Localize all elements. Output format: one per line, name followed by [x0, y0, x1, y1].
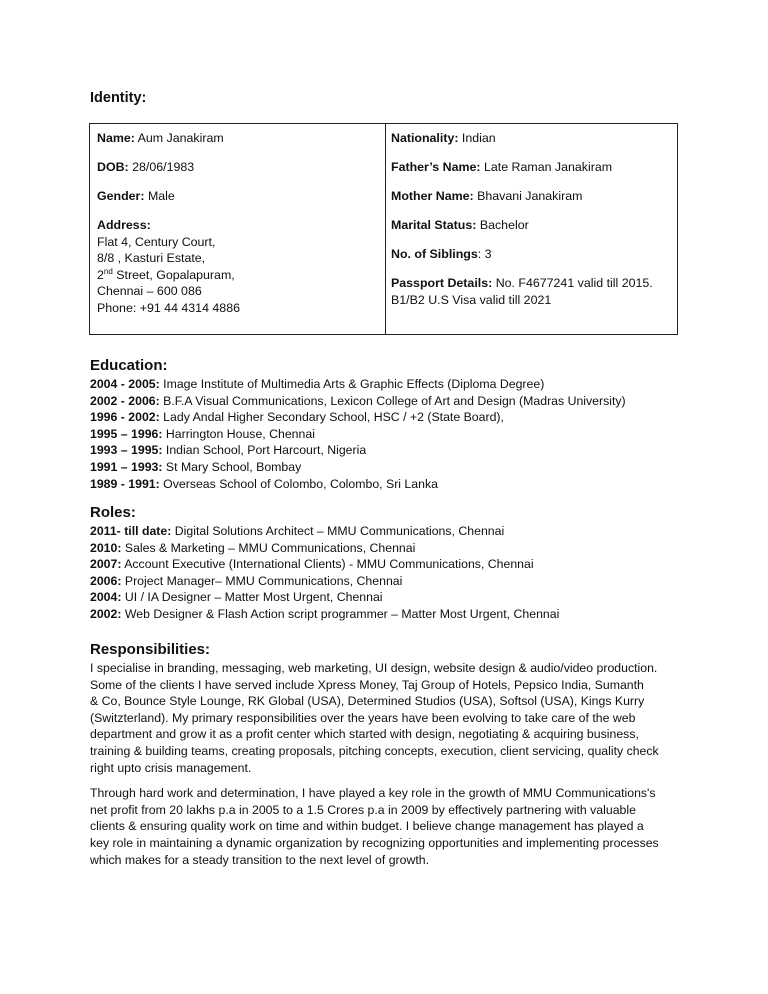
- list-item: [90, 540, 680, 557]
- responsibilities-heading: Responsibilities:: [90, 641, 211, 658]
- name-label: Name:: [97, 131, 135, 145]
- father-name-field: [391, 159, 671, 176]
- mother-name-field: [391, 188, 671, 205]
- siblings-value: : 3: [477, 247, 492, 261]
- role-detail: Sales & Marketing – MMU Communications, Chennai: [124, 540, 416, 555]
- passport-label: Passport Details:: [391, 276, 493, 290]
- roles-heading: Roles:: [90, 504, 136, 521]
- education-years: 2004 - 2005:: [90, 377, 160, 391]
- role-detail: Digital Solutions Architect – MMU Communications, Chennai: [174, 524, 505, 538]
- list-item: [90, 426, 680, 443]
- role-detail: Project Manager– MMU Communications, Chennai: [124, 573, 403, 588]
- identity-heading: Identity:: [90, 90, 147, 106]
- address-line-4: Chennai – 600 086: [97, 284, 202, 298]
- list-item: [90, 523, 680, 540]
- education-years: 1993 – 1995:: [90, 443, 163, 458]
- list-item: [90, 573, 680, 590]
- marital-status-value: Bachelor: [479, 218, 529, 232]
- identity-left-column: [97, 130, 377, 329]
- paragraph-line: right upto crisis management.: [90, 760, 252, 775]
- role-detail: Account Executive (International Clients) - MMU Communications, Chennai: [124, 557, 534, 572]
- dob-label: DOB:: [97, 160, 129, 174]
- education-years: 1995 – 1996:: [90, 426, 163, 441]
- passport-field: [391, 275, 671, 308]
- role-detail: Web Designer & Flash Action script programmer – Matter Most Urgent, Chennai: [124, 606, 560, 621]
- name-value: Aum Janakiram: [137, 131, 224, 145]
- nationality-field: [391, 130, 671, 147]
- identity-divider: [385, 124, 386, 334]
- gender-value: Male: [147, 189, 175, 203]
- gender-field: [97, 188, 377, 205]
- list-item: [90, 556, 680, 573]
- paragraph-line: net profit from 20 lakhs p.a in 2005 to a 1.5 Crores p.a in 2009 by effectively partnering with valuable: [90, 802, 636, 817]
- nationality-label: Nationality:: [391, 131, 459, 145]
- nationality-value: Indian: [461, 131, 496, 145]
- mother-name-label: Mother Name:: [391, 189, 474, 203]
- list-item: [90, 606, 680, 623]
- address-street-rest: Street, Gopalapuram,: [112, 267, 235, 282]
- role-years: 2007:: [90, 557, 122, 572]
- education-years: 1991 – 1993:: [90, 459, 163, 474]
- dob-value: 28/06/1983: [132, 160, 195, 174]
- list-item: [90, 409, 680, 426]
- address-label: Address:: [97, 218, 151, 232]
- mother-name-value: Bhavani Janakiram: [477, 189, 583, 203]
- paragraph-line: I specialise in branding, messaging, web marketing, UI design, website design & audio/video production.: [90, 661, 658, 675]
- roles-section: [90, 504, 680, 623]
- phone-value: Phone: +91 44 4314 4886: [97, 300, 240, 315]
- role-years: 2006:: [90, 573, 122, 588]
- identity-right-column: [391, 130, 671, 321]
- paragraph-line: department and grow it as a profit center which started with design, negotiating & acquiring business,: [90, 727, 639, 742]
- responsibilities-paragraph-1: [90, 660, 680, 776]
- list-item: [90, 393, 680, 410]
- father-name-value: Late Raman Janakiram: [483, 160, 613, 174]
- marital-status-field: [391, 217, 671, 234]
- list-item: [90, 476, 680, 493]
- paragraph-line: clients & ensuring quality work on time and within budget. I believe change management has played a: [90, 819, 644, 834]
- passport-value: No. F4677241 valid till 2015.: [495, 276, 653, 290]
- education-section: [90, 357, 680, 492]
- paragraph-line: Through hard work and determination, I have played a key role in the growth of MMU Communications's: [90, 786, 656, 801]
- gender-label: Gender:: [97, 189, 145, 203]
- education-years: 2002 - 2006:: [90, 393, 160, 408]
- marital-status-label: Marital Status:: [391, 218, 477, 232]
- roles-list: [90, 523, 680, 623]
- role-years: 2002:: [90, 606, 122, 621]
- education-detail: Indian School, Port Harcourt, Nigeria: [165, 443, 367, 458]
- education-detail: St Mary School, Bombay: [165, 459, 302, 474]
- address-street-number: 2: [97, 267, 104, 282]
- role-years: 2011- till date:: [90, 524, 172, 538]
- siblings-label: No. of Siblings: [391, 247, 478, 261]
- role-years: 2010:: [90, 540, 122, 555]
- father-name-label: Father’s Name:: [391, 160, 481, 174]
- list-item: [90, 442, 680, 459]
- address-line-2: 8/8 , Kasturi Estate,: [97, 251, 206, 265]
- address-field: [97, 217, 377, 316]
- name-field: [97, 130, 377, 147]
- role-years: 2004:: [90, 590, 122, 605]
- list-item: [90, 589, 680, 606]
- role-detail: UI / IA Designer – Matter Most Urgent, Chennai: [124, 590, 383, 605]
- dob-field: [97, 159, 377, 176]
- education-heading: Education:: [90, 357, 168, 374]
- paragraph-line: training & building teams, creating proposals, pitching concepts, execution, client servicing, quality check: [90, 743, 659, 758]
- education-detail: B.F.A Visual Communications, Lexicon College of Art and Design (Madras University): [163, 393, 626, 408]
- education-years: 1996 - 2002:: [90, 410, 160, 425]
- responsibilities-section: [90, 641, 680, 868]
- education-list: [90, 376, 680, 492]
- education-detail: Lady Andal Higher Secondary School, HSC / +2 (State Board),: [163, 410, 504, 425]
- paragraph-line: (Switzterland). My primary responsibilities over the years have been evolving to take care of the web: [90, 710, 636, 725]
- address-line-1: Flat 4, Century Court,: [97, 234, 216, 249]
- visa-value: B1/B2 U.S Visa valid till 2021: [391, 292, 552, 307]
- education-years: 1989 - 1991:: [90, 476, 160, 491]
- identity-table: [89, 123, 678, 335]
- list-item: [90, 376, 680, 393]
- list-item: [90, 459, 680, 476]
- responsibilities-paragraph-2: [90, 785, 680, 868]
- education-detail: Image Institute of Multimedia Arts & Graphic Effects (Diploma Degree): [163, 377, 545, 391]
- education-detail: Overseas School of Colombo, Colombo, Sri Lanka: [163, 476, 438, 491]
- paragraph-line: key role in maintaining a dynamic organization by recognizing opportunities and implementing processes: [90, 835, 659, 850]
- education-detail: Harrington House, Chennai: [165, 426, 315, 441]
- paragraph-line: Some of the clients I have served include Xpress Money, Taj Group of Hotels, Pepsico India, Sumanth: [90, 677, 644, 692]
- paragraph-line: which makes for a steady transition to the next level of growth.: [90, 852, 430, 867]
- siblings-field: [391, 246, 671, 263]
- paragraph-line: & Co, Bounce Style Lounge, RK Global (USA), Determined Studios (USA), Softsol (USA), Kings Kurry: [90, 694, 645, 709]
- address-ordinal-suffix: nd: [103, 266, 113, 276]
- address-line-3: [97, 267, 377, 284]
